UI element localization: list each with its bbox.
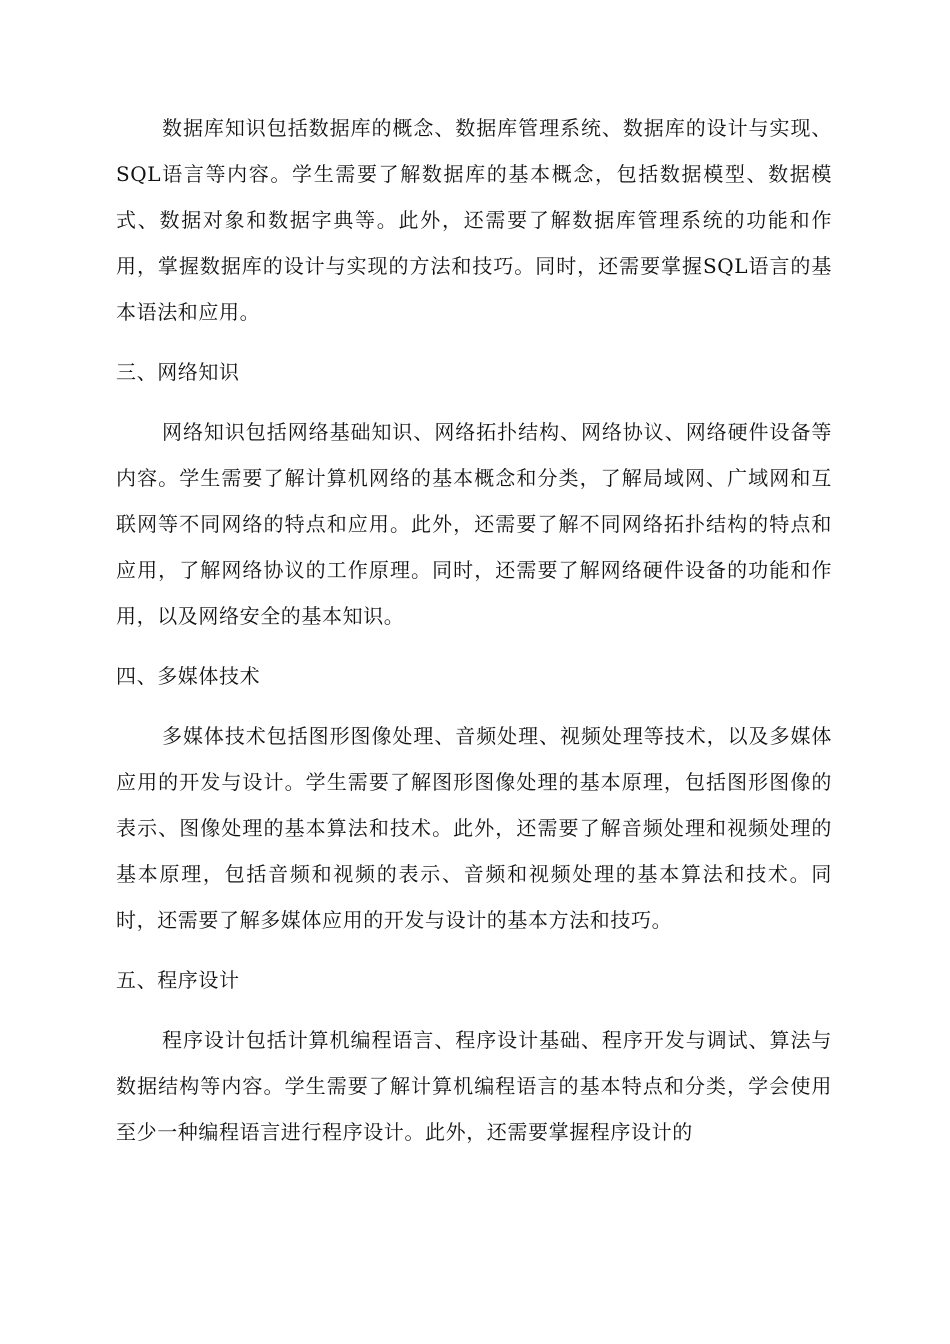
section-heading-network: 三、网络知识 — [116, 360, 240, 384]
section-heading-programming: 五、程序设计 — [116, 968, 240, 992]
paragraph-database-knowledge: 数据库知识包括数据库的概念、数据库管理系统、数据库的设计与实现、SQL语言等内容。学生需要了解数据库的基本概念，包括数据模型、数据模式、数据对象和数据字典等。此外，还需要了解数据库管理系统的功能和作用，掌握数据库的设计与实现的方法和技巧。同时，还需要掌握SQL语言的基本语法和应用。 — [116, 116, 832, 324]
paragraph-programming-design: 程序设计包括计算机编程语言、程序设计基础、程序开发与调试、算法与数据结构等内容。学生需要了解计算机编程语言的基本特点和分类，学会使用至少一种编程语言进行程序设计。此外，还需要掌握程序设计的 — [116, 1028, 832, 1144]
paragraph-network-knowledge: 网络知识包括网络基础知识、网络拓扑结构、网络协议、网络硬件设备等内容。学生需要了解计算机网络的基本概念和分类，了解局域网、广域网和互联网等不同网络的特点和应用。此外，还需要了解不同网络拓扑结构的特点和应用，了解网络协议的工作原理。同时，还需要了解网络硬件设备的功能和作用，以及网络安全的基本知识。 — [116, 420, 832, 628]
document-body — [116, 105, 832, 1169]
section-heading-multimedia: 四、多媒体技术 — [116, 664, 261, 688]
paragraph-multimedia-technology: 多媒体技术包括图形图像处理、音频处理、视频处理等技术，以及多媒体应用的开发与设计。学生需要了解图形图像处理的基本原理，包括图形图像的表示、图像处理的基本算法和技术。此外，还需要了解音频处理和视频处理的基本原理，包括音频和视频的表示、音频和视频处理的基本算法和技术。同时，还需要了解多媒体应用的开发与设计的基本方法和技巧。 — [116, 724, 832, 932]
